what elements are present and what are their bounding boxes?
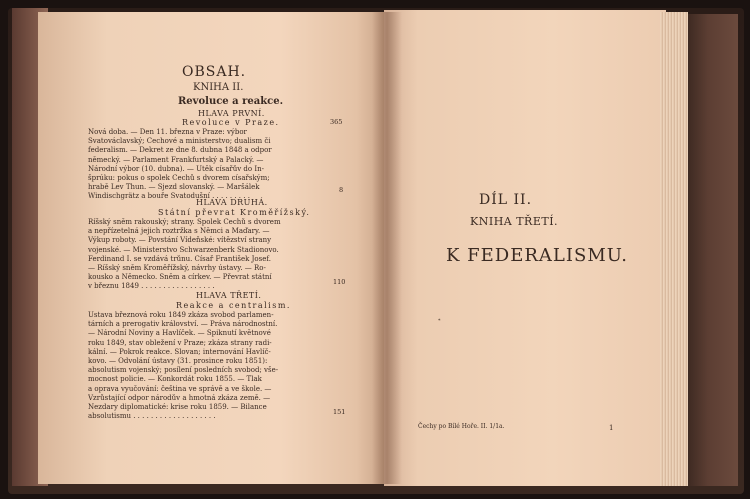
toc-line: — Říšský sněm Kroměřížský, návrhy ústavy. — Ro- xyxy=(88,264,266,273)
chapter-1-end-page: 8 xyxy=(339,186,344,194)
toc-line: Windischgrätz a bouře Svatodušní . . . . . . . . . xyxy=(88,192,250,201)
toc-book-title: KNIHA II. xyxy=(193,82,244,93)
toc-line: mocnost policie. — Konkordát roku 1855. — Tlak xyxy=(88,375,262,384)
book-gutter xyxy=(372,12,402,484)
toc-line: absolutism vojenský; posílení posledních svobod; vše- xyxy=(88,366,279,375)
printer-mark: * xyxy=(438,318,441,324)
chapter-3-section: Reakce a centralism. xyxy=(176,301,291,310)
toc-line: absolutismu . . . . . . . . . . . . . . . . . . . xyxy=(88,412,216,421)
chapter-3-end-page: 151 xyxy=(333,408,346,416)
toc-line: šprúku: pokus o spolek Čechů s dvorem císařským; xyxy=(88,174,270,183)
toc-line: a nepřízetelná jejich roztržka s Němci a Maďary. — xyxy=(88,227,270,236)
chapter-3-head: HLAVA TŘETÍ. xyxy=(196,291,262,300)
chapter-1-body xyxy=(88,128,333,202)
toc-line: Svatováclavský; Čechové a ministerstvo; dualism či xyxy=(88,137,271,146)
toc-line: hrabě Lev Thun. — Sjezd slovanský. — Maršálek xyxy=(88,183,260,192)
main-heading: K FEDERALISMU. xyxy=(446,245,628,266)
chapter-2-body xyxy=(88,218,333,292)
toc-line: Vzrůstající odpor národův a hmotná zkáza země. — xyxy=(88,393,271,402)
toc-line: Výkup roboty. — Povstání Vídeňské: vítězství strany xyxy=(88,236,272,245)
toc-line: federalism. — Dekret ze dne 8. dubna 1848 a odpor xyxy=(88,146,272,155)
toc-line: tárních a prerogativ království. — Práva národnostní. xyxy=(88,320,278,329)
part-title: DÍL II. xyxy=(479,192,533,208)
toc-line: — Národní Noviny a Havlíček. — Spiknutí květnové xyxy=(88,329,271,338)
toc-line: Národní výbor (10. dubna). — Útěk císařův do In- xyxy=(88,164,264,173)
chapter-1-start-page: 365 xyxy=(330,118,343,126)
toc-part-title: Revoluce a reakce. xyxy=(178,96,284,107)
page-edges xyxy=(660,12,688,486)
chapter-2-section: Státní převrat Kroměřížský. xyxy=(158,208,311,217)
chapter-1-section: Revoluce v Praze. xyxy=(182,118,280,127)
toc-line: Ferdinand I. se vzdává trůnu. Císař František Josef. xyxy=(88,254,271,263)
toc-line: v březnu 1849 . . . . . . . . . . . . . . . . . xyxy=(88,282,215,291)
chapter-2-end-page: 110 xyxy=(333,278,346,286)
chapter-3-body xyxy=(88,311,333,421)
toc-line: a oprava vyučování: čeština ve správě a ve škole. — xyxy=(88,384,272,393)
toc-line: Nezdary diplomatické: krise roku 1859. — Bilance xyxy=(88,403,267,412)
toc-line: kální. — Pokrok reakce. Slovan; internování Havlíč- xyxy=(88,347,271,356)
book-title: KNIHA TŘETÍ. xyxy=(470,215,559,228)
chapter-2-head: HLAVA DRUHÁ. xyxy=(196,198,268,207)
toc-heading: OBSAH. xyxy=(182,64,247,80)
toc-line: kousko a Německo. Sněm a církev. — Převrat státní xyxy=(88,273,272,282)
chapter-1-head: HLAVA PRVNÍ. xyxy=(198,109,265,118)
page-footer: Čechy po Bílé Hoře. II. 1/1a. xyxy=(418,423,505,430)
toc-line: německý. — Parlament Frankfurtský a Palacký. — xyxy=(88,155,264,164)
right-cover xyxy=(688,14,738,486)
toc-line: Nová doba. — Den 11. března v Praze: výbor xyxy=(88,128,247,136)
toc-line: vojenské. — Ministerstvo Schwarzenberk Stadionovo. xyxy=(88,245,279,254)
toc-line: Říšský sněm rakouský; strany. Spolek Čechů s dvorem xyxy=(88,218,281,226)
toc-line: roku 1849, stav obležení v Praze; zkáza strany radi- xyxy=(88,338,272,347)
signature-number: 1 xyxy=(609,424,614,432)
toc-line: kovo. — Odvolání ústavy (31. prosince roku 1851): xyxy=(88,357,268,366)
toc-line: Ústava březnová roku 1849 zkáza svobod parlamen- xyxy=(88,311,274,319)
